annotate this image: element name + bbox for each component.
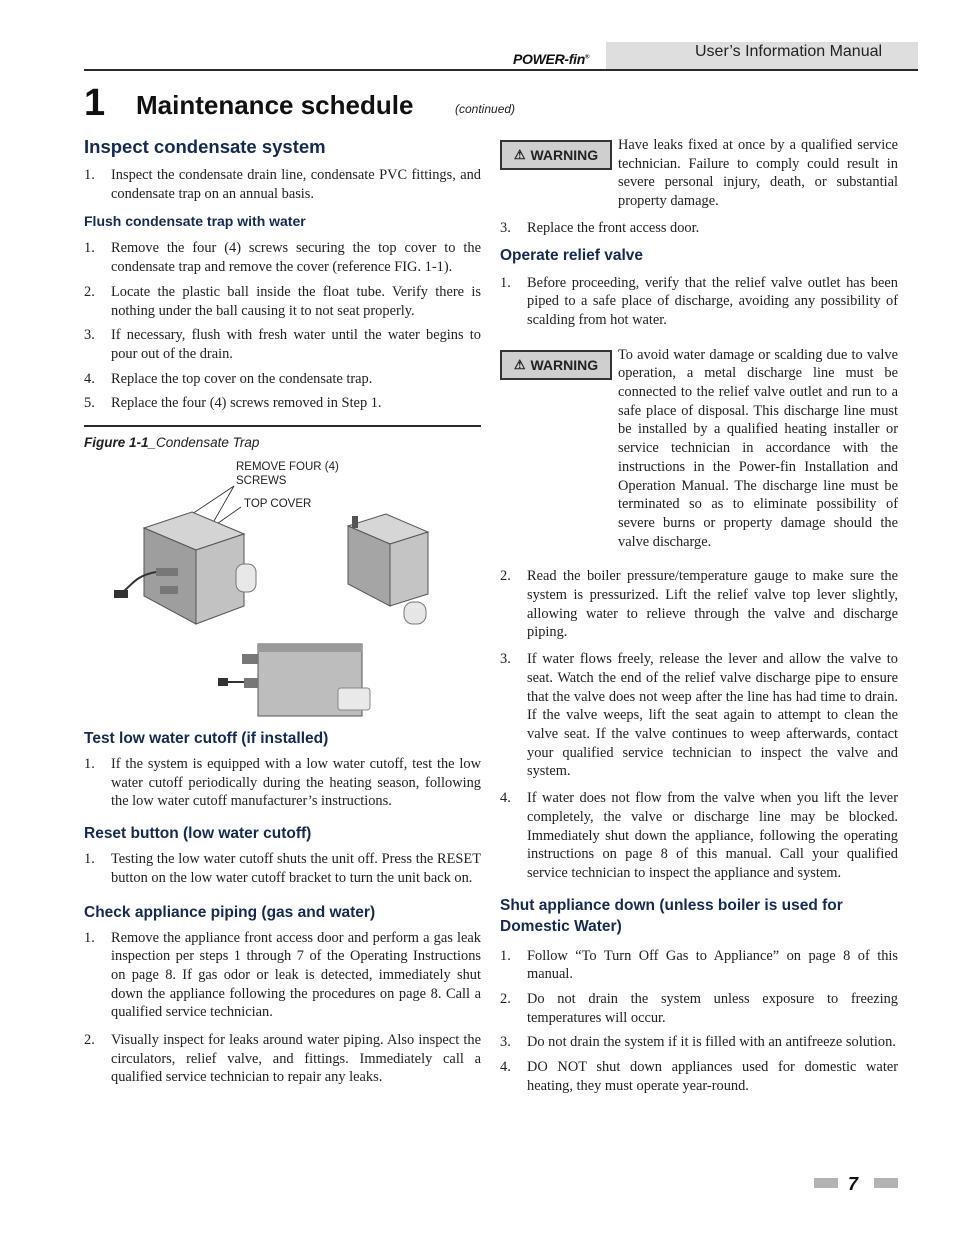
list-item: 3. If necessary, flush with fresh water until the water begins to pour out of the drain.: [84, 327, 481, 362]
warning-text: To avoid water damage or scalding due to valve operation, a metal discharge line must be connected to the relief valve outlet and run to a safe place of disposal. This discharge line must be installed by a qualified heating installer or service technician in accordance with the instructions in the Power-fin Installation and Operation Manual. The discharge line must be terminated so as to eliminate possibility of severe burns or property damage should the valve discharge.: [618, 346, 898, 550]
header-rule: [84, 69, 918, 71]
list-item: 4. DO NOT shut down appliances used for domestic water heating, they must operate year-round.: [500, 1059, 898, 1094]
list-item: 4. Replace the top cover on the condensate trap.: [84, 370, 373, 387]
list-item: 2. Visually inspect for leaks around water piping. Also inspect the circulators, relief valve, and fittings. Immediately call a qualified service technician to repair any leaks.: [84, 1032, 481, 1086]
warning-triangle-icon: ⚠: [513, 147, 526, 162]
section-heading-low-water-cutoff: Test low water cutoff (if installed): [84, 730, 329, 748]
list-item: 2. Locate the plastic ball inside the float tube. Verify there is nothing under the ball causing it to not seat properly.: [84, 283, 481, 319]
page-bar-left: [814, 1178, 838, 1188]
callout-remove-screws: REMOVE FOUR (4) SCREWS: [236, 461, 339, 488]
figure-caption: Figure 1-1_Condensate Trap: [84, 435, 260, 451]
list-item: 2. Read the boiler pressure/temperature gauge to make sure the system is pressurized. Lift the relief valve top lever slightly, allowing water to relieve through the valve and discharge piping.: [500, 568, 898, 641]
left-column: [84, 136, 481, 1087]
list-item: 3. Replace the front access door.: [500, 219, 700, 236]
condensate-trap-illustration: [84, 456, 481, 718]
right-column: [500, 136, 898, 1096]
power-fin-logo: POWER-fin®: [513, 51, 590, 67]
list-item: 3. Do not drain the system if it is filled with an antifreeze solution.: [500, 1034, 896, 1051]
section-heading-inspect-condensate: Inspect condensate system: [84, 136, 326, 157]
warning-text: Have leaks fixed at once by a qualified service technician. Failure to comply could result in severe personal injury, death, or substantial property damage.: [618, 137, 898, 210]
warning-badge: ⚠ WARNING: [500, 140, 612, 170]
warning-box-leaks: [500, 136, 898, 211]
warning-badge: ⚠ WARNING: [500, 350, 612, 380]
callout-top-cover: TOP COVER: [244, 498, 312, 511]
section-heading-shut-down: Shut appliance down (unless boiler is used for Domestic Water): [500, 896, 843, 935]
list-item: 1. If the system is equipped with a low water cutoff, test the low water cutoff periodically during the heating season, following the low water cutoff manufacturer’s instructions.: [84, 756, 481, 810]
section-heading-relief-valve: Operate relief valve: [500, 246, 644, 264]
chapter-number: 1: [84, 82, 106, 124]
chapter-continued: (continued): [455, 102, 516, 116]
list-item: 1. Remove the appliance front access door and perform a gas leak inspection per steps 1 through 7 of the Operating Instructions on page 8. If gas odor or leak is detected, immediately shut down the appliance following the procedures on page 8. Call a qualified service technician.: [84, 929, 481, 1021]
subheading-flush-trap: Flush condensate trap with water: [84, 213, 306, 230]
manual-title: User’s Information Manual: [695, 43, 883, 60]
list-item: 1. Testing the low water cutoff shuts the unit off. Press the RESET button on the low water cutoff bracket to turn the unit back on.: [84, 851, 481, 886]
list-item: 5. Replace the four (4) screws removed in Step 1.: [84, 395, 382, 412]
chapter-title: Maintenance schedule: [136, 90, 414, 120]
list-item: 1. Remove the four (4) screws securing the top cover to the condensate trap and remove the cover (reference FIG. 1-1).: [84, 240, 481, 276]
figure-rule: [84, 425, 481, 427]
page-number: 7: [848, 1174, 859, 1194]
warning-triangle-icon: ⚠: [513, 356, 526, 372]
section-heading-check-piping: Check appliance piping (gas and water): [84, 903, 376, 921]
list-item: 4. If water does not flow from the valve when you lift the lever completely, the valve or discharge line may be blocked. Immediately shut down the appliance, following the operating instructions on page 8 of this manual. Call your qualified service technician to inspect the appliance and system.: [500, 790, 898, 881]
page-bar-right: [874, 1178, 898, 1188]
list-item: 1. Before proceeding, verify that the relief valve outlet has been piped to a safe place of discharge, avoiding any possibility of scalding from hot water.: [500, 274, 898, 328]
list-item: 1. Follow “To Turn Off Gas to Appliance” on page 8 of this manual.: [500, 947, 898, 983]
section-heading-reset-button: Reset button (low water cutoff): [84, 825, 312, 843]
list-item: 1. Inspect the condensate drain line, condensate PVC fittings, and condensate trap on an annual basis.: [84, 167, 481, 202]
list-item: 2. Do not drain the system unless exposure to freezing temperatures will occur.: [500, 991, 898, 1026]
list-item: 3. If water flows freely, release the lever and allow the valve to seat. Watch the end of the relief valve discharge pipe to ensure that the valve does not weep after the line has had time to drain. If the valve weeps, lift the seat again to attempt to clean the valve seat. If the valve continues to weep afterwards, contact your qualified service technician to inspect the valve and system.: [500, 651, 898, 780]
condensate-trap-figure: [84, 456, 481, 718]
warning-box-discharge: [500, 346, 898, 552]
